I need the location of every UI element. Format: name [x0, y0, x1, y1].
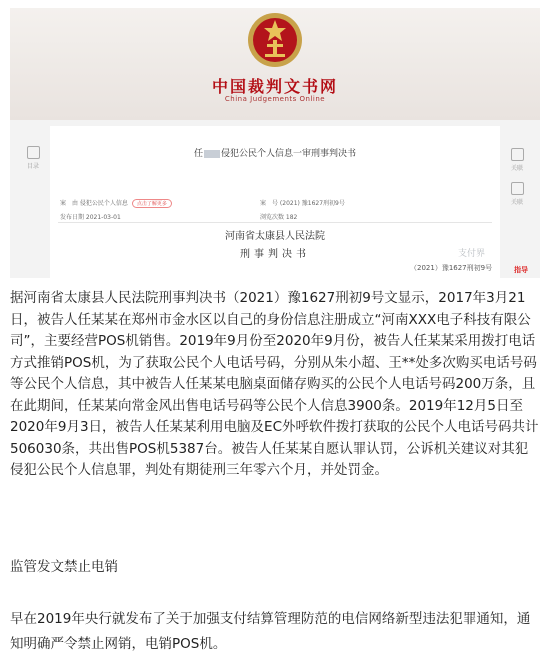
meta-cause	[60, 198, 172, 208]
document-title	[50, 146, 500, 159]
verdict-label: 刑事判决书	[240, 249, 310, 260]
link-icon	[511, 182, 524, 195]
related-button-2[interactable]	[500, 182, 534, 206]
court-emblem-icon	[245, 10, 305, 70]
learn-more-tag[interactable]: 点击了解更多	[132, 199, 172, 208]
right-toolbar	[500, 148, 534, 216]
doc-title-prefix: 任	[193, 149, 203, 159]
meta-publish-date: 发布日期 2021-03-01	[60, 214, 121, 221]
redacted-name	[204, 150, 220, 158]
site-name: 中国裁判文书网	[211, 77, 338, 96]
article-body	[10, 288, 540, 528]
watermark-badge: 指导	[514, 266, 528, 274]
site-subtitle: China Judgements Online	[224, 95, 326, 103]
case-number: （2021）豫1627刑初9号	[410, 264, 493, 272]
cause-text: 案 由 侵犯公民个人信息	[60, 200, 128, 207]
related-label-2: 关联	[510, 199, 523, 206]
related-label-1: 关联	[510, 165, 523, 172]
meta-view-count: 浏览次数 182	[260, 214, 298, 221]
paragraph-2: 早在2019年央行就发布了关于加强支付结算管理防范的电信网络新型违法犯罪通知，通知明确严令禁止网销，电销POS机。	[10, 610, 531, 652]
watermark: 支付界	[458, 249, 486, 259]
site-banner	[10, 8, 540, 120]
toc-label: 目录	[26, 163, 39, 170]
divider	[58, 222, 492, 223]
paragraph-1: 据河南省太康县人民法院刑事判决书（2021）豫1627刑初9号文显示，2017年3月21日，被告人任某某在郑州市金水区以自己的身份信息注册成立“河南XXX电子科技有限公司”，主要经营POS机销售。2019年9月份至2020年9月份，被告人任某某采用拨打电话方式推销POS机，为了获取公民个人电话号码，分别从朱小超、王**处多次购买电话号码等公民个人信息，其中被告人任某某电脑桌面储存购买的公民个人电话号码200万条，且在此期间，任某某向常金风出售电话号码等公民个人信息3900条。2019年12月5日至2020年9月3日，被告人任某某利用电脑及EC外呼软件拨打获取的公民个人电话号码共计506030条，共出售POS机5387台。被告人任某某自愿认罪认罚，公诉机关建议对其犯侵犯公民个人信息罪，判处有期徒刑三年零六个月，并处罚金。	[10, 290, 539, 478]
toc-button[interactable]	[18, 146, 48, 170]
court-name: 河南省太康县人民法院	[225, 231, 325, 242]
list-icon	[27, 146, 40, 159]
link-icon	[511, 148, 524, 161]
judgement-document	[50, 126, 500, 278]
document-screenshot	[10, 8, 540, 278]
meta-case-number: 案 号 (2021) 豫1627刑初9号	[260, 200, 345, 207]
related-button-1[interactable]	[500, 148, 534, 172]
section-heading: 监管发文禁止电销	[10, 559, 118, 575]
left-toolbar	[18, 146, 48, 180]
doc-title-suffix: 侵犯公民个人信息一审刑事判决书	[221, 149, 357, 159]
